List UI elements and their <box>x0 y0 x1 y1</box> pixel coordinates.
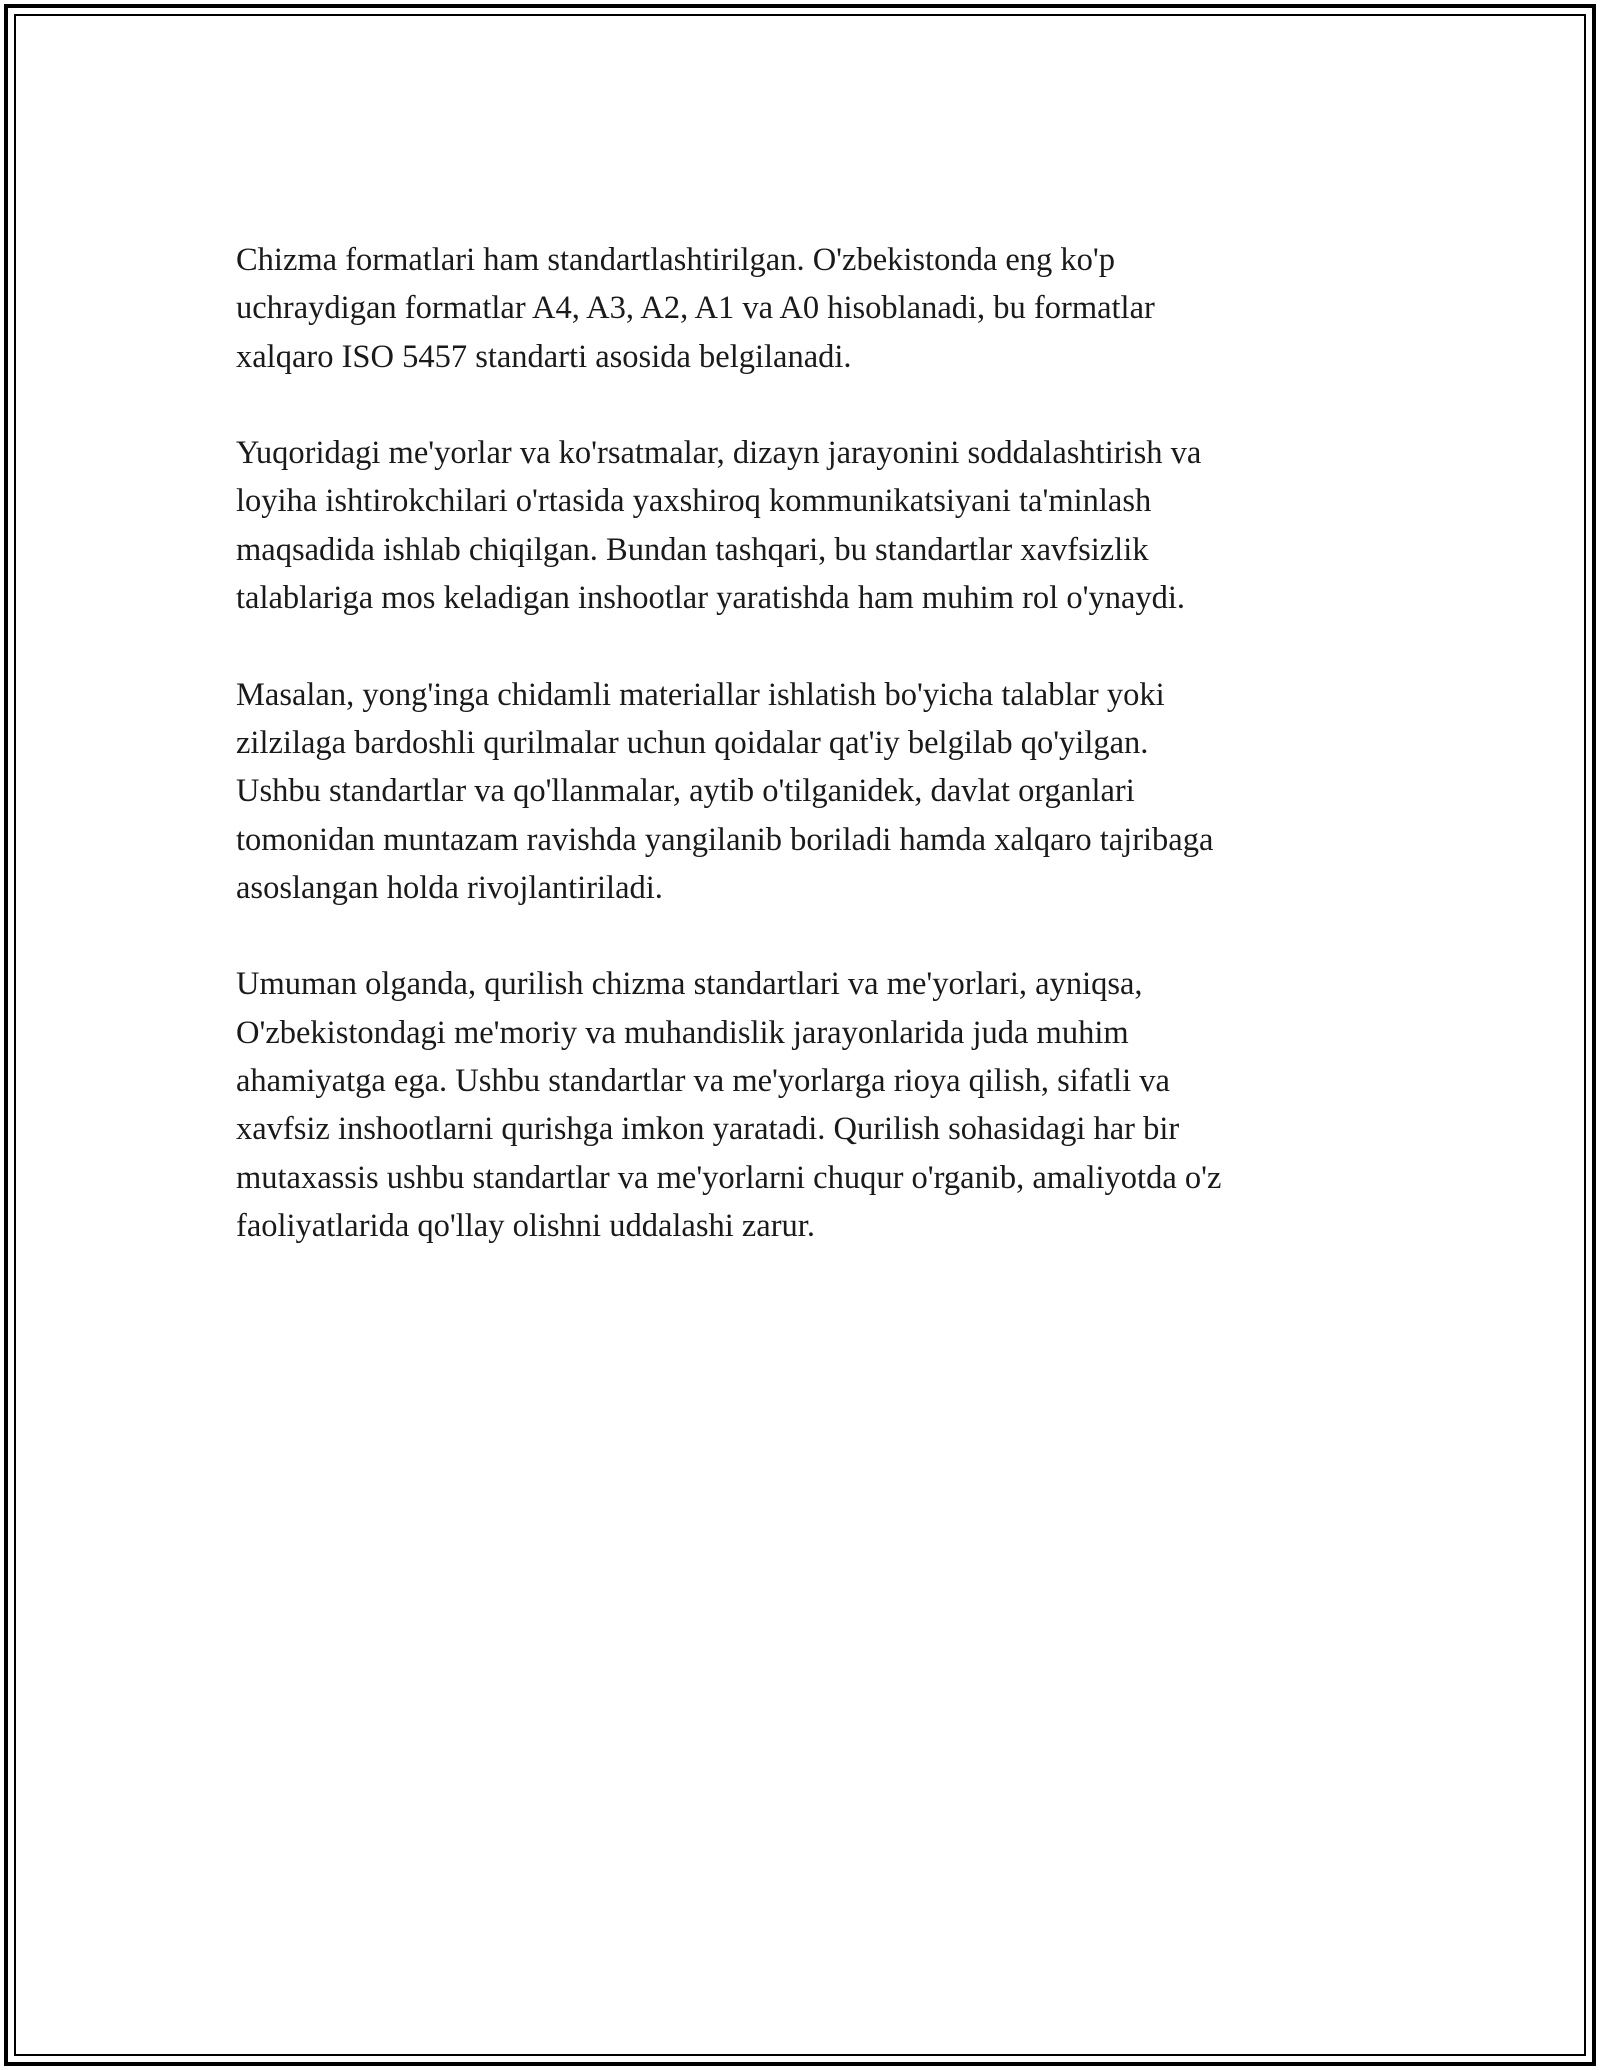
text-line: O'zbekistondagi me'moriy va muhandislik jarayonlarida juda muhim <box>236 1014 1129 1051</box>
text-line: asoslangan holda rivojlantiriladi. <box>236 869 663 906</box>
paragraph-conclusion <box>236 960 1366 1250</box>
text-line: xavfsiz inshootlarni qurishga imkon yaratadi. Qurilish sohasidagi har bir <box>236 1111 1180 1148</box>
text-line: zilzilaga bardoshli qurilmalar uchun qoidalar qat'iy belgilab qo'yilgan. <box>236 724 1149 761</box>
text-line: tomonidan muntazam ravishda yangilanib boriladi hamda xalqaro tajribaga <box>236 821 1214 858</box>
paragraph-examples <box>236 671 1366 912</box>
text-line: Umuman olganda, qurilish chizma standartlari va me'yorlari, ayniqsa, <box>236 966 1143 1003</box>
text-line: Ushbu standartlar va qo'llanmalar, aytib o'tilganidek, davlat organlari <box>236 773 1135 810</box>
text-line: uchraydigan formatlar A4, A3, A2, A1 va A0 hisoblanadi, bu formatlar <box>236 290 1155 327</box>
text-line: maqsadida ishlab chiqilgan. Bundan tashqari, bu standartlar xavfsizlik <box>236 531 1149 568</box>
document-body <box>236 236 1366 1299</box>
text-line: Yuqoridagi me'yorlar va ko'rsatmalar, dizayn jarayonini soddalashtirish va <box>236 435 1202 472</box>
paragraph-guidelines <box>236 429 1366 622</box>
text-line: xalqaro ISO 5457 standarti asosida belgilanadi. <box>236 338 852 375</box>
text-line: faoliyatlarida qo'llay olishni uddalashi zarur. <box>236 1207 815 1244</box>
text-line: ahamiyatga ega. Ushbu standartlar va me'yorlarga rioya qilish, sifatli va <box>236 1063 1170 1100</box>
text-line: Masalan, yong'inga chidamli materiallar ishlatish bo'yicha talablar yoki <box>236 676 1165 713</box>
paragraph-formats <box>236 236 1366 381</box>
text-line: loyiha ishtirokchilari o'rtasida yaxshiroq kommunikatsiyani ta'minlash <box>236 483 1152 520</box>
text-line: talablariga mos keladigan inshootlar yaratishda ham muhim rol o'ynaydi. <box>236 580 1186 617</box>
text-line: mutaxassis ushbu standartlar va me'yorlarni chuqur o'rganib, amaliyotda o'z <box>236 1159 1222 1196</box>
text-line: Chizma formatlari ham standartlashtirilgan. O'zbekistonda eng ko'p <box>236 242 1116 278</box>
